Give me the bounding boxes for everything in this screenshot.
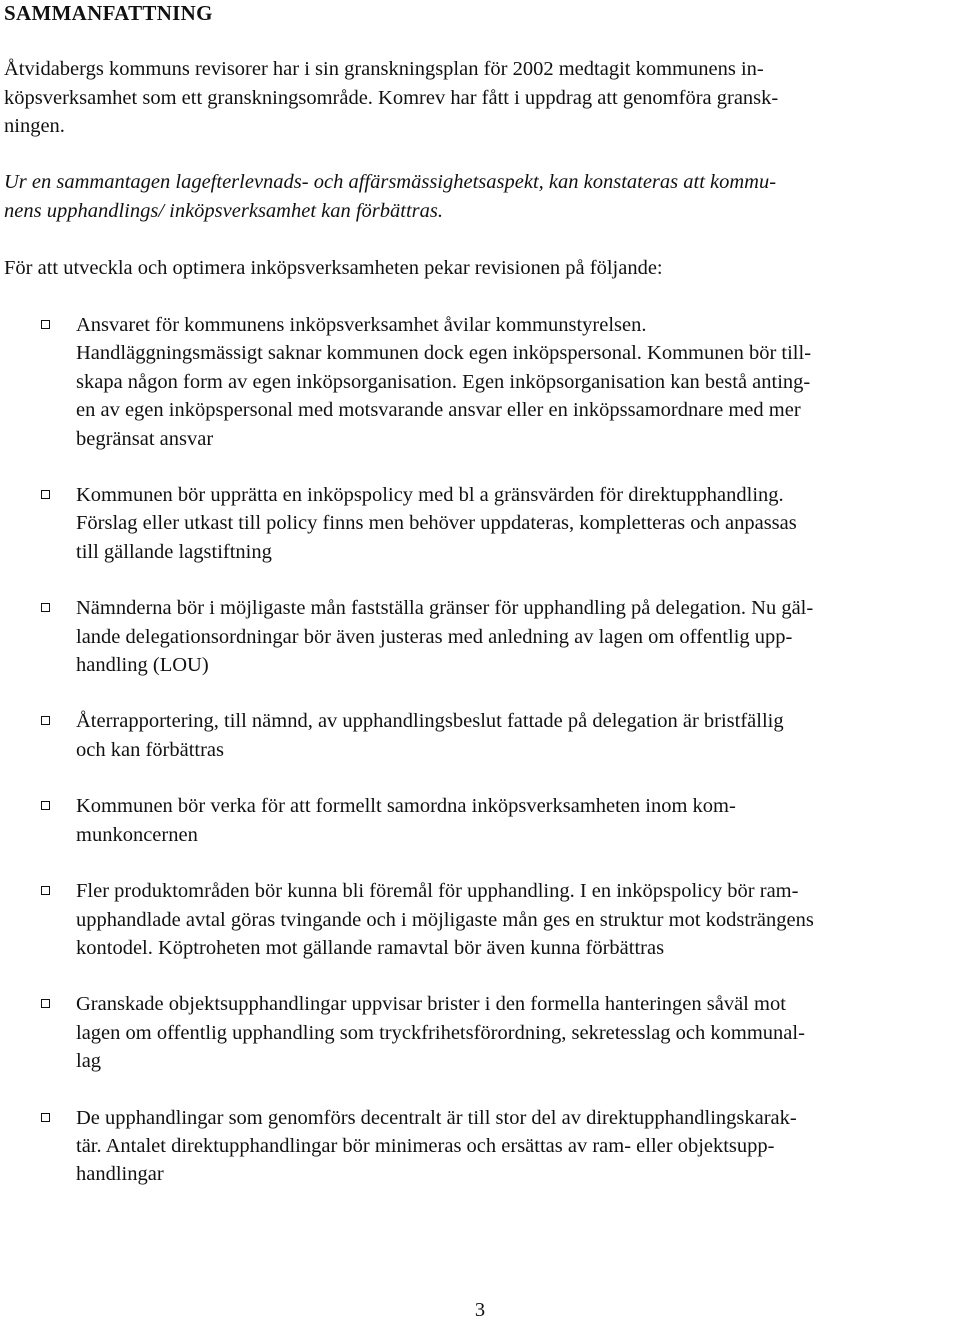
recommendation-line: lag (76, 1050, 102, 1073)
recommendation-line: tär. Antalet direktupphandlingar bör minimeras och ersättas av ram- eller objektsupp- (76, 1134, 775, 1157)
lead-line: För att utveckla och optimera inköpsverksamheten pekar revisionen på följande: (4, 257, 663, 279)
recommendation-line: munkoncernen (76, 823, 198, 846)
page-number: 3 (474, 1299, 486, 1321)
checkbox-bullet-icon (41, 490, 50, 499)
recommendation-line: handling (LOU) (76, 654, 209, 677)
recommendation-line: Kommunen bör verka för att formellt samordna inköpsverksamheten inom kom- (76, 795, 736, 818)
recommendation-list (0, 311, 960, 1189)
recommendation-line: begränsat ansvar (76, 427, 214, 450)
checkbox-bullet-icon (41, 1113, 50, 1122)
recommendation-line: skapa någon form av egen inköpsorganisation. Egen inköpsorganisation kan bestå anting- (76, 370, 811, 393)
recommendation-item (0, 481, 960, 566)
checkbox-bullet-icon (41, 886, 50, 895)
recommendation-line: De upphandlingar som genomförs decentralt är till stor del av direktupphandlingskarak- (76, 1106, 797, 1129)
checkbox-bullet-icon (41, 801, 50, 810)
checkbox-bullet-icon (41, 603, 50, 612)
conclusion-line: nens upphandlings/ inköpsverksamhet kan förbättras. (4, 199, 444, 222)
recommendation-line: upphandlade avtal göras tvingande och i möjligaste mån ges en struktur mot kodsträngens (76, 908, 814, 931)
recommendation-line: Förslag eller utkast till policy finns men behöver uppdateras, kompletteras och anpassas (76, 512, 797, 535)
recommendation-line: Kommunen bör upprätta en inköpspolicy med bl a gränsvärden för direktupphandling. (76, 484, 784, 507)
recommendation-line: Fler produktområden bör kunna bli föremål för upphandling. I en inköpspolicy bör ram- (76, 880, 799, 903)
page-heading: SAMMANFATTNING (4, 1, 213, 25)
recommendation-item (0, 990, 960, 1075)
recommendation-line: lande delegationsordningar bör även justeras med anledning av lagen om offentlig upp- (76, 625, 793, 648)
checkbox-bullet-icon (41, 320, 50, 329)
lead-paragraph (4, 254, 956, 283)
recommendation-line: Nämnderna bör i möjligaste mån fastställa gränser för upphandling på delegation. Nu gäl- (76, 597, 814, 620)
intro-line: ningen. (4, 115, 65, 137)
recommendation-line: Granskade objektsupphandlingar uppvisar brister i den formella hanteringen såväl mot (76, 993, 786, 1016)
conclusion-line: Ur en sammantagen lagefterlevnads- och affärsmässighetsaspekt, kan konstateras att kommu- (4, 171, 777, 193)
recommendation-item (0, 877, 960, 962)
conclusion-paragraph (4, 168, 956, 225)
intro-line: Åtvidabergs kommuns revisorer har i sin granskningsplan för 2002 medtagit kommunens in- (4, 58, 764, 80)
recommendation-line: och kan förbättras (76, 738, 224, 761)
recommendation-line: Handläggningsmässigt saknar kommunen dock egen inköpspersonal. Kommunen bör till- (76, 342, 812, 365)
recommendation-item (0, 707, 960, 764)
recommendation-line: Ansvaret för kommunens inköpsverksamhet åvilar kommunstyrelsen. (76, 314, 647, 336)
recommendation-item (0, 594, 960, 679)
recommendation-item (0, 1104, 960, 1189)
recommendation-line: lagen om offentlig upphandling som tryckfrihetsförordning, sekretesslag och kommunal- (76, 1021, 805, 1044)
recommendation-item (0, 792, 960, 849)
intro-line: köpsverksamhet som ett granskningsområde. Komrev har fått i uppdrag att genomföra gransk- (4, 86, 779, 109)
recommendation-line: en av egen inköpspersonal med motsvarande ansvar eller en inköpssamordnare med mer (76, 399, 801, 422)
intro-paragraph (4, 55, 956, 141)
checkbox-bullet-icon (41, 716, 50, 725)
recommendation-line: till gällande lagstiftning (76, 540, 272, 563)
recommendation-line: kontodel. Köptroheten mot gällande ramavtal bör även kunna förbättras (76, 936, 665, 959)
recommendation-item (0, 311, 960, 453)
recommendation-line: handlingar (76, 1163, 164, 1186)
recommendation-line: Återrapportering, till nämnd, av upphandlingsbeslut fattade på delegation är bristfällig (76, 710, 784, 733)
checkbox-bullet-icon (41, 999, 50, 1008)
